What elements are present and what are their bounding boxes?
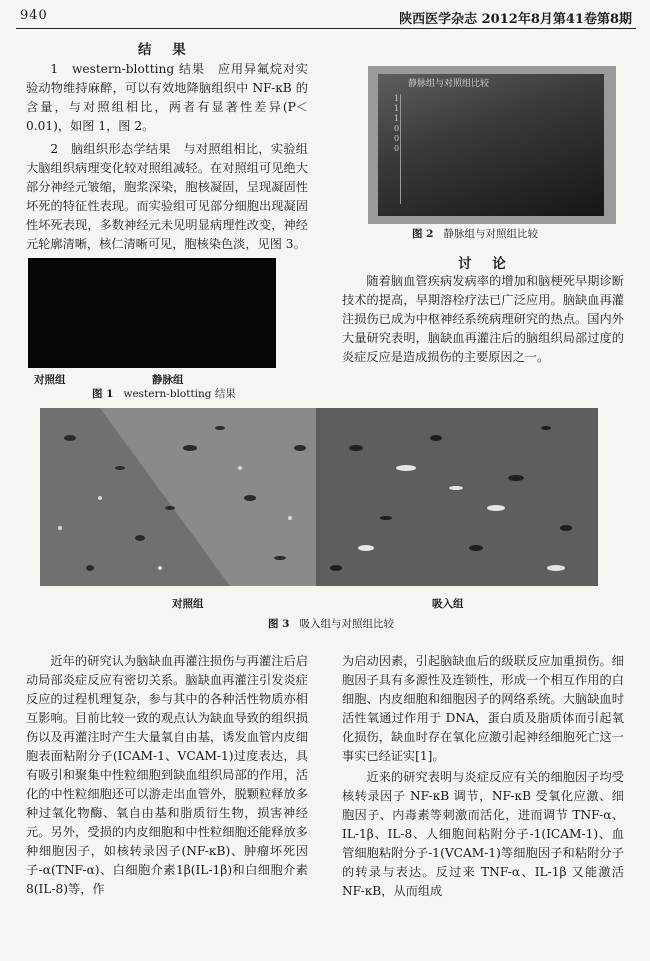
- figure-2-plot-area: [378, 74, 604, 216]
- figure-3-caption-number: 图 3: [268, 618, 290, 630]
- discussion-paragraph-1: 随着脑血管疾病发病率的增加和脑梗死早期诊断技术的提高，早期溶栓疗法已广泛应用。脑缺血再灌注损伤已成为中枢神经系统病理研究的热点。国内外大量研究表明，脑缺血再灌注后的脑组织局部过度的炎症反应是造成损伤的主要原因之一。: [342, 274, 624, 364]
- figure-1-label-iv: 静脉组: [152, 374, 184, 386]
- discussion-left-paragraph: 近年的研究认为脑缺血再灌注损伤与再灌注后启动局部炎症反应有密切关系。脑缺血再灌注引发炎症反应的过程机理复杂，参与其中的各种活性物质亦相互影响。目前比较一致的观点认为缺血导致的组织损伤以及再灌注时产生大量氧自由基，诱发血管内皮细胞表面粘附分子(ICAM-1、VCAM-1)过度表达，具有吸引和聚集中性粒细胞到缺血组织局部的作用，活化的中性粒细胞还可以游走出血管外，脱颗粒释放多种过氧化物酶、氧自由基和脂质衍生物，损害神经元。另外，受损的内皮细胞和中性粒细胞还能释放多种细胞因子，如核转录因子(NF-κB)、肿瘤坏死因子-α(TNF-α)、白细胞介素1β(IL-1β)和白细胞介素8(IL-8)等，作: [26, 654, 308, 896]
- figure-3-caption: [268, 616, 394, 631]
- figure-2-axis-tick: 0: [394, 144, 400, 153]
- figure-3-inhaled-image: [316, 408, 598, 586]
- figure-1-caption-text: western-blotting 结果: [123, 388, 236, 400]
- figure-2-chart: [368, 66, 616, 224]
- figure-2-caption: [412, 226, 538, 241]
- journal-header: 陕西医学杂志 2012年8月第41卷第8期: [399, 12, 632, 27]
- figure-3-control-micrograph: [40, 408, 322, 586]
- figure-3-label-inhaled: 吸入组: [432, 598, 464, 610]
- discussion-right-paragraph-2: 近来的研究表明与炎症反应有关的细胞因子均受核转录因子 NF-κB 调节，NF-κB 受氧化应激、细胞因子、内毒素等刺激而活化，进而调节 TNF-α、IL-1β、IL-8、人细胞间粘附分子-1(ICAM-1)、血管细胞粘附分子-1(VCAM-1)等细胞因子和粘附分子的转录与表达。反过来 TNF-α、IL-1β 又能激活 NF-κB，从而组成: [342, 770, 624, 898]
- discussion-right-paragraph-1: 为启动因素，引起脑缺血后的级联反应加重损伤。细胞因子具有多源性及连锁性，形成一个相互作用的白细胞、内皮细胞和细胞因子的网络系统。大脑缺血时活性氧通过作用于 DNA，蛋白质及脂质体而引起氧化损伤，缺血时存在氧化应激引起神经细胞死亡这一事实已经证实[1]。: [342, 654, 624, 763]
- figure-2-axis-tick: 0: [394, 134, 400, 143]
- figure-2-axis-tick: 0: [394, 124, 400, 133]
- figure-2-axis-tick: 1: [394, 114, 400, 123]
- figure-3-control-image: [40, 408, 322, 586]
- figure-3-inhaled-micrograph: [316, 408, 598, 586]
- figure-2-caption-number: 图 2: [412, 228, 434, 240]
- figure-3-label-control: 对照组: [172, 598, 204, 610]
- results-paragraph-2: 2 脑组织形态学结果 与对照组相比，实验组大脑组织病理变化较对照组减轻。在对照组可见绝大部分神经元皱缩，胞浆深染，胞核凝固，呈现凝固性坏死的特征性表现。而实验组可见部分细胞出现凝固性坏死表现，多数神经元未见明显病理性改变，神经元轮廓清晰，核仁清晰可见，胞核染色淡，见图 3。: [26, 142, 308, 251]
- figure-1-western-blot: [28, 258, 276, 368]
- header-rule: [16, 28, 636, 29]
- figure-2-axis-tick: 1: [394, 94, 400, 103]
- discussion-left-column: [26, 652, 308, 899]
- figure-3-caption-text: 吸入组与对照组比较: [299, 618, 394, 630]
- results-title: 结 果: [138, 42, 194, 58]
- figure-1-label-control: 对照组: [34, 374, 66, 386]
- results-column: [26, 60, 308, 254]
- discussion-title: 讨 论: [458, 256, 514, 272]
- figure-2-caption-text: 静脉组与对照组比较: [443, 228, 538, 240]
- figure-2-y-axis: [394, 94, 401, 204]
- figure-2-inner-title: 静脉组与对照组比较: [408, 79, 490, 89]
- figure-1-caption: [92, 386, 236, 401]
- page-number: 940: [20, 8, 48, 23]
- discussion-intro-column: [342, 272, 624, 367]
- figure-2-axis-tick: 1: [394, 104, 400, 113]
- figure-1-caption-number: 图 1: [92, 388, 114, 400]
- discussion-right-column: [342, 652, 624, 901]
- results-paragraph-1: 1 western-blotting 结果 应用异氟烷对实验动物维持麻醉，可以有效地降脑组织中 NF-κB 的含量，与对照组相比，两者有显著性差异(P＜0.01)，如图 1，图 2。: [26, 62, 308, 133]
